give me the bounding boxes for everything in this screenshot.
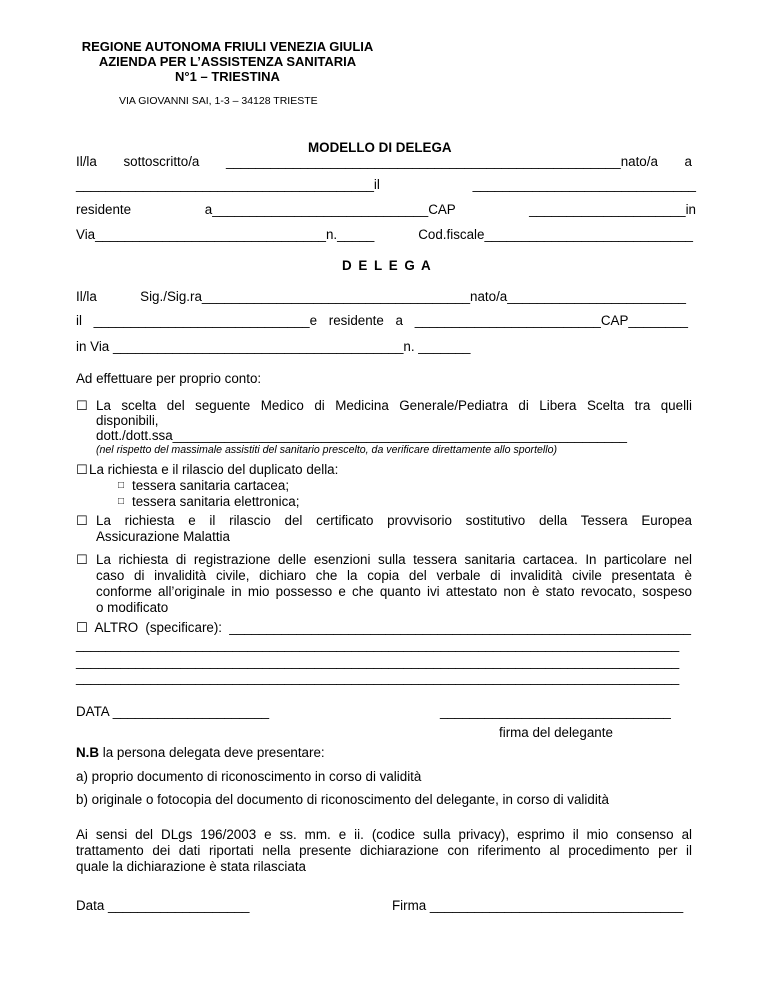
option-medico-line-2: disponibili, xyxy=(96,413,159,428)
altro-blank-1[interactable]: _________________________________________________________________________________ xyxy=(76,637,680,652)
option-certificato-line-2: Assicurazione Malattia xyxy=(96,529,230,544)
delegante-line-2[interactable]: ________________________________________il ______________________________ xyxy=(76,177,696,192)
intro-text: Ad effettuare per proprio conto: xyxy=(76,371,262,386)
option-certificato-line-1: La richiesta e il rilascio del certificato provvisorio sostitutivo della Tessera Europea xyxy=(96,513,692,528)
nb-item-b: b) originale o fotocopia del documento di riconoscimento del delegante, in corso di validità xyxy=(76,792,609,807)
option-altro-field[interactable]: ☐ ALTRO (specificare): ______________________________________________________________ xyxy=(76,620,691,635)
checkbox-tessera-cartacea[interactable]: □ xyxy=(118,480,125,491)
header-area: N°1 – TRIESTINA xyxy=(175,69,280,84)
delegato-line-3[interactable]: in Via _______________________________________n. _______ xyxy=(76,339,471,354)
option-tessera-elettronica: tessera sanitaria elettronica; xyxy=(132,494,300,509)
privacy-line-1: Ai sensi del DLgs 196/2003 e ss. mm. e ii. (codice sulla privacy), esprimo il mio consenso al xyxy=(76,827,692,842)
signature-caption: firma del delegante xyxy=(499,725,613,740)
medico-name-field[interactable]: dott./dott.ssa_____________________________________________________________ xyxy=(96,428,627,443)
footer-date-field[interactable]: Data ___________________ xyxy=(76,898,250,913)
delegante-line-4[interactable]: Via_______________________________n._____ Cod.fiscale____________________________ xyxy=(76,227,693,242)
option-esenzioni-line-4: o modificato xyxy=(96,600,169,615)
option-tessera-cartacea: tessera sanitaria cartacea; xyxy=(132,478,290,493)
delegante-line-3[interactable]: residente a_____________________________CAP _____________________in xyxy=(76,202,696,217)
nb-text: la persona delegata deve presentare: xyxy=(99,745,325,760)
privacy-line-3: quale la dichiarazione è stata rilasciata xyxy=(76,859,307,874)
checkbox-certificato[interactable]: ☐ xyxy=(76,513,88,528)
nb-label: N.B xyxy=(76,745,100,760)
privacy-line-2: trattamento dei dati riportati nella presente dichiarazione con riferimento al procedimento per il xyxy=(76,843,692,858)
checkbox-esenzioni[interactable]: ☐ xyxy=(76,552,88,567)
footer-signature-field[interactable]: Firma __________________________________ xyxy=(392,898,684,913)
header-region: REGIONE AUTONOMA FRIULI VENEZIA GIULIA xyxy=(81,39,374,54)
nb-item-a: a) proprio documento di riconoscimento in corso di validità xyxy=(76,769,422,784)
form-title: MODELLO DI DELEGA xyxy=(308,140,452,155)
option-esenzioni-line-2: caso di invalidità civile, dichiaro che la copia del verbale di invalidità civile presentata è xyxy=(96,568,692,583)
checkbox-tessera-elettronica[interactable]: □ xyxy=(118,496,125,507)
option-duplicato-line: La richiesta e il rilascio del duplicato della: xyxy=(89,462,339,477)
option-esenzioni-line-1: La richiesta di registrazione delle esenzioni sulla tessera sanitaria cartacea. In particolare nel xyxy=(96,552,692,567)
date-field[interactable]: DATA _____________________ xyxy=(76,704,270,719)
delegato-line-1[interactable]: Il/la Sig./Sig.ra____________________________________nato/a________________________ xyxy=(76,289,686,304)
signature-field[interactable]: _______________________________ xyxy=(440,704,671,719)
option-esenzioni-line-3: conforme all’originale in mio possesso e che quanto ivi attestato non è stato revocato, sospeso xyxy=(96,584,692,599)
delegante-line-1[interactable]: Il/la sottoscritto/a _____________________________________________________nato/a a xyxy=(76,154,692,169)
altro-blank-3[interactable]: _________________________________________________________________________________ xyxy=(76,670,680,685)
checkbox-medico[interactable]: ☐ xyxy=(76,398,88,413)
delega-title: D E L E G A xyxy=(342,258,431,273)
delegato-line-2[interactable]: il _____________________________e residente a _________________________CAP________ xyxy=(76,313,688,328)
nb-note xyxy=(76,745,325,760)
altro-blank-2[interactable]: _________________________________________________________________________________ xyxy=(76,654,680,669)
option-medico-line-1: La scelta del seguente Medico di Medicina Generale/Pediatra di Libera Scelta tra quelli xyxy=(96,398,692,413)
header-address: VIA GIOVANNI SAI, 1-3 – 34128 TRIESTE xyxy=(119,95,318,107)
option-medico-note: (nel rispetto del massimale assistiti del sanitario prescelto, da verificare direttamente allo sportello) xyxy=(96,444,558,456)
checkbox-duplicato[interactable]: ☐ xyxy=(76,462,88,477)
header-agency: AZIENDA PER L’ASSISTENZA SANITARIA xyxy=(98,54,357,69)
